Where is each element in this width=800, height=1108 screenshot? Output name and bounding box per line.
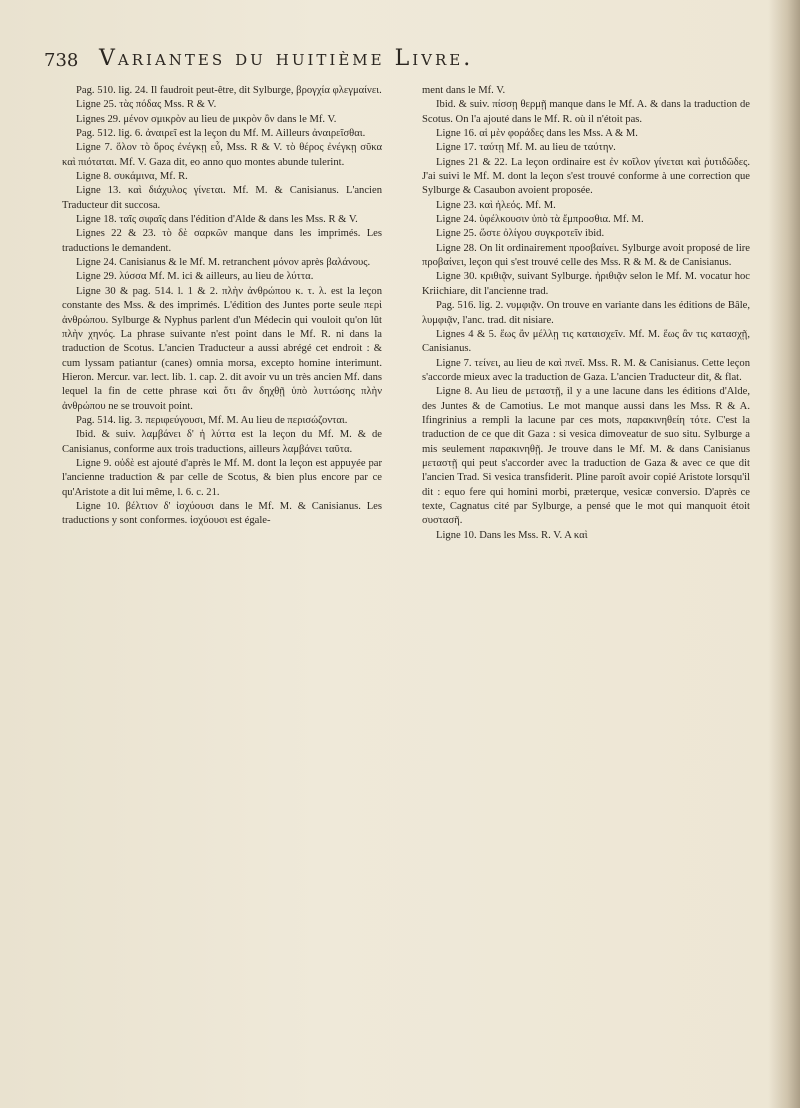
note: Lignes 29. μένον σμικρὸν au lieu de μικρὸν ὂν dans le Mf. V.	[76, 113, 337, 125]
running-title: Variantes du huitième Livre.	[99, 46, 474, 71]
note: Ligne 24. ὑφέλκουσιν ὑπὸ τὰ ἔμπροσθια. Mf. M.	[436, 214, 644, 226]
running-header	[44, 44, 744, 78]
note: Ligne 9. οὐδὲ est ajouté d'après le Mf. M. dont la leçon est appuyée par l'ancienne traduction & par celle de Scotus, & bien plus encore par ce qu'Aristote a dit lui même, l. 6. c. 21.	[62, 457, 382, 498]
note: Ligne 25. ὥστε ὀλίγου συγκροτεῖν ibid.	[436, 228, 605, 240]
note: Ligne 23. καὶ ἠλεός. Mf. M.	[436, 199, 556, 211]
note: Ligne 7. τείνει, au lieu de καὶ πνεῖ. Mss. R. M. & Canisianus. Cette leçon s'accorde mieux avec la traduction de Gaza. L'ancien Traducteur dit, & flat.	[422, 357, 750, 383]
note: Ligne 8. συκάμινα, Mf. R.	[76, 171, 188, 183]
note: Ligne 29. λύσσα Mf. M. ici & ailleurs, au lieu de λύττα.	[76, 271, 314, 283]
note: Ligne 25. τὰς πόδας Mss. R & V.	[76, 99, 217, 111]
note: Ligne 10. Dans les Mss. R. V. A καὶ	[436, 529, 588, 541]
note: Ibid. & suiv. πίσσῃ θερμῇ manque dans le Mf. A. & dans la traduction de Scotus. On l'a ajouté dans le Mf. R. où il n'étoit pas.	[422, 99, 750, 125]
note: Ligne 30 & pag. 514. l. 1 & 2. πλὴν ἀνθρώπου κ. τ. λ. est la leçon constante des Mss. & des imprimés. L'édition des Juntes porte seule περὶ ἀνθρώπου. Sylburge & Nyphus parlent d'un Médecin qui vouloit qu'on lût πλὴν χηνός. La phrase suivante n'est point dans le Mf. R. ni dans la traduction de Scotus. L'ancien Traducteur a aussi abrégé cet endroit : & cum lyssam patiantur (canes) omnia morsa, excepto homine interimunt. Hieron. Mercur. var. lect. lib. 1. cap. 2. dit avoir vu un très ancien Mf. dans lequel la fin de cette phrase καὶ ὅτι ἂν δηχθῇ ὑπὸ λυττώσης πλὴν ἀνθρώπου ne se trouvoit point.	[62, 285, 382, 412]
note: Ligne 17. ταύτῃ Mf. M. au lieu de ταύτην.	[436, 142, 616, 154]
right-column	[422, 84, 750, 543]
note: Ligne 7. ὅλον τὸ ὄρος ἐνέγκῃ εὖ, Mss. R & V. τὸ θέρος ἐνέγκῃ σῦκα καὶ πιόταται. Mf. V. Gaza dit, eo anno quo montes abunde tulerint.	[62, 142, 382, 168]
page-edge-shadow	[768, 0, 800, 1108]
note: ment dans le Mf. V.	[422, 85, 506, 96]
note: Pag. 516. lig. 2. νυμφιᾷν. On trouve en variante dans les éditions de Bâle, λυμφιᾷν, l'anc. trad. dit nisiare.	[422, 300, 750, 326]
note: Pag. 514. lig. 3. περιφεύγουσι, Mf. M. Au lieu de περισώζονται.	[76, 414, 348, 426]
note: Lignes 22 & 23. τὸ δὲ σαρκῶν manque dans les imprimés. Les traductions le demandent.	[62, 228, 382, 254]
note: Ligne 10. βέλτιον δ' ἰσχύουσι dans le Mf. M. & Canisianus. Les traductions y sont conformes. ἰσχύουσι est égale-	[62, 500, 382, 527]
note: Ibid. & suiv. λαμβάνει δ' ἡ λύττα est la leçon du Mf. M. & de Canisianus, conforme aux trois traductions, ailleurs λαμβάνει ταῦτα.	[62, 429, 382, 455]
note: Lignes 4 & 5. ἕως ἂν μέλλῃ τις καταισχεῖν. Mf. M. ἕως ἂν τις κατασχῇ, Canisianus.	[422, 328, 750, 355]
note: Ligne 13. καὶ διάχυλος γίνεται. Mf. M. & Canisianus. L'ancien Traducteur dit succosa.	[62, 185, 382, 211]
note: Pag. 512. lig. 6. ἀναιρεῖ est la leçon du Mf. M. Ailleurs ἀναιρεῖσθαι.	[76, 128, 366, 140]
note: Ligne 18. ταῖς σιφαῖς dans l'édition d'Alde & dans les Mss. R & V.	[76, 214, 358, 226]
note: Ligne 16. αἱ μὲν φοράδες dans les Mss. A & M.	[436, 128, 638, 140]
note: Ligne 8. Au lieu de μεταστῇ, il y a une lacune dans les éditions d'Alde, des Juntes & de Camotius. Le mot manque aussi dans les Mss. R & A. Ifingrinius a rempli la lacune par ces mots, παρακινηθείη τότε. C'est la traduction de ce que dit Gaza : si vesica dimoveatur de suo situ. Sylburge a mis seulement παρακινηθῇ. Je trouve dans le Mf. M. & dans Canisianus μεταστῇ qui peut s'accorder avec la traduction de Gaza & avec ce que dit l'ancien Trad. Si vesica transfiderit. Pline paroît avoir copié Aristote lorsqu'il dit : equo fere qui homini morbi, præterque, vesicæ conversio. D'après ce texte, Cagnatus cité par Sylburge, a pensé que le mot qui manquoit étoit συστασῆ.	[422, 386, 750, 527]
page-number: 738	[44, 50, 79, 71]
note: Ligne 28. On lit ordinairement προσβαίνει. Sylburge avoit proposé de lire προβαίνει, leçon qui s'est trouvé celle des Mss. R & M. & de Canisianus.	[422, 242, 750, 269]
note: Ligne 30. κριθιᾷν, suivant Sylburge. ἠριθιᾷν selon le Mf. M. vocatur hoc Kriichiare, dit l'ancienne trad.	[422, 271, 750, 297]
left-column	[62, 84, 382, 529]
note: Lignes 21 & 22. La leçon ordinaire est ἐν κοῖλον γίνεται καὶ ῥυτιδῶδες. J'ai suivi le Mf. M. dont la leçon s'est trouvé conforme à une correction que Sylburge & Casaubon avoient proposée.	[422, 156, 750, 197]
note: Ligne 24. Canisianus & le Mf. M. retranchent μόνον après βαλάνους.	[76, 257, 371, 269]
note: Pag. 510. lig. 24. Il faudroit peut-être, dit Sylburge, βρογχία φλεγμαίνει.	[76, 85, 382, 96]
